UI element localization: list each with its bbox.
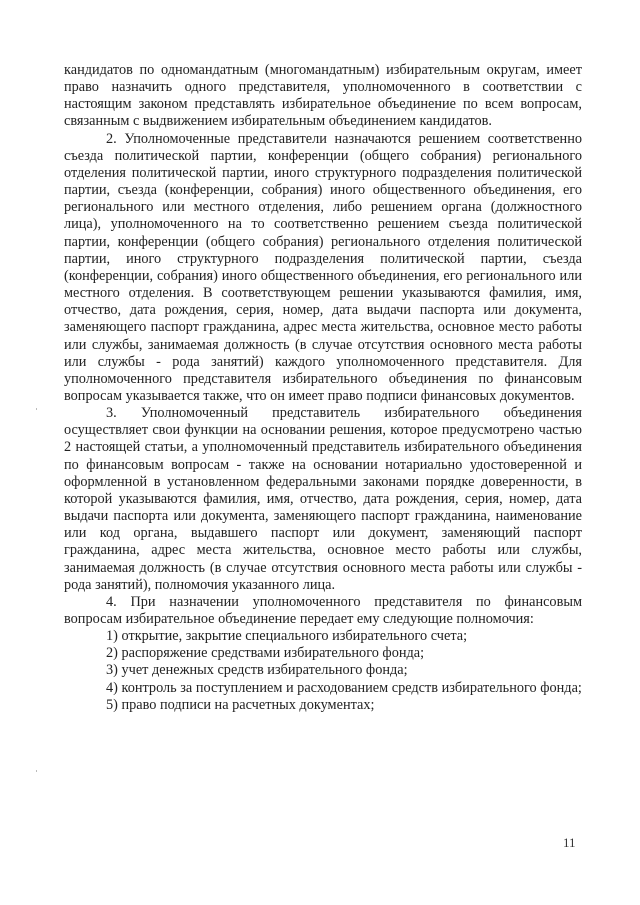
paragraph-4: 4. При назначении уполномоченного представителя по финансовым вопросам избирательное объединение передает ему следующие полномочия:: [64, 593, 582, 627]
list-item-1: 1) открытие, закрытие специального избирательного счета;: [106, 628, 468, 645]
list-item-5: 5) право подписи на расчетных документах;: [106, 696, 375, 713]
scan-margin-mark: [36, 770, 37, 772]
list-item-3: 3) учет денежных средств избирательного фонда;: [106, 662, 408, 679]
scan-margin-mark: [36, 408, 37, 410]
paragraph-2: 2. Уполномоченные представители назначаются решением соответственно съезда политической партии, конференции (общего собрания) регионального отделения политической партии, иного структурного подразделения политической партии, съезда (конференции, собрания) иного общественного объединения, его регионального или местного отделения, либо решением органа (должностного лица), уполномоченного на то соответственно решением съезда политической партии, конференции (общего собрания) регионального отделения политической партии, иного структурного подразделения политической партии, съезда (конференции, собрания) иного общественного объединения, его регионального или местного отделения. В соответствующем решении указываются фамилия, имя, отчество, дата рождения, серия, номер, дата выдачи паспорта или документа, заменяющего паспорт гражданина, адрес места жительства, основное место работы или службы, занимаемая должность (в случае отсутствия основного места работы или службы - рода занятий) каждого уполномоченного представителя. Для уполномоченного представителя избирательного объединения по финансовым вопросам указывается также, что он имеет право подписи финансовых документов.: [64, 130, 582, 404]
paragraph-continuation: кандидатов по одномандатным (многомандатным) избирательным округам, имеет право назначить одного представителя, уполномоченного в соответствии с настоящим законом представлять избирательное объединение по всем вопросам, связанным с выдвижением избирательным объединением кандидатов.: [64, 62, 582, 130]
document-body: [64, 62, 582, 714]
page-number: 11: [563, 835, 576, 850]
list-item-2: 2) распоряжение средствами избирательного фонда;: [106, 645, 425, 662]
list-item-4: 4) контроль за поступлением и расходованием средств избирательного фонда;: [106, 679, 582, 696]
paragraph-3: 3. Уполномоченный представитель избирательного объединения осуществляет свои функции на основании решения, которое предусмотрено частью 2 настоящей статьи, а уполномоченный представитель избирательного объединения по финансовым вопросам - также на основании нотариально удостоверенной и оформленной в установленном федеральными законами порядке доверенности, в которой указываются фамилия, имя, отчество, дата рождения, серия, номер, дата выдачи паспорта или документа, заменяющего паспорт гражданина, наименование или код органа, выдавшего паспорт или документ, заменяющий паспорт гражданина, адрес места жительства, основное место работы или службы, занимаемая должность (в случае отсутствия основного места работы или службы - рода занятий), полномочия указанного лица.: [64, 405, 582, 593]
